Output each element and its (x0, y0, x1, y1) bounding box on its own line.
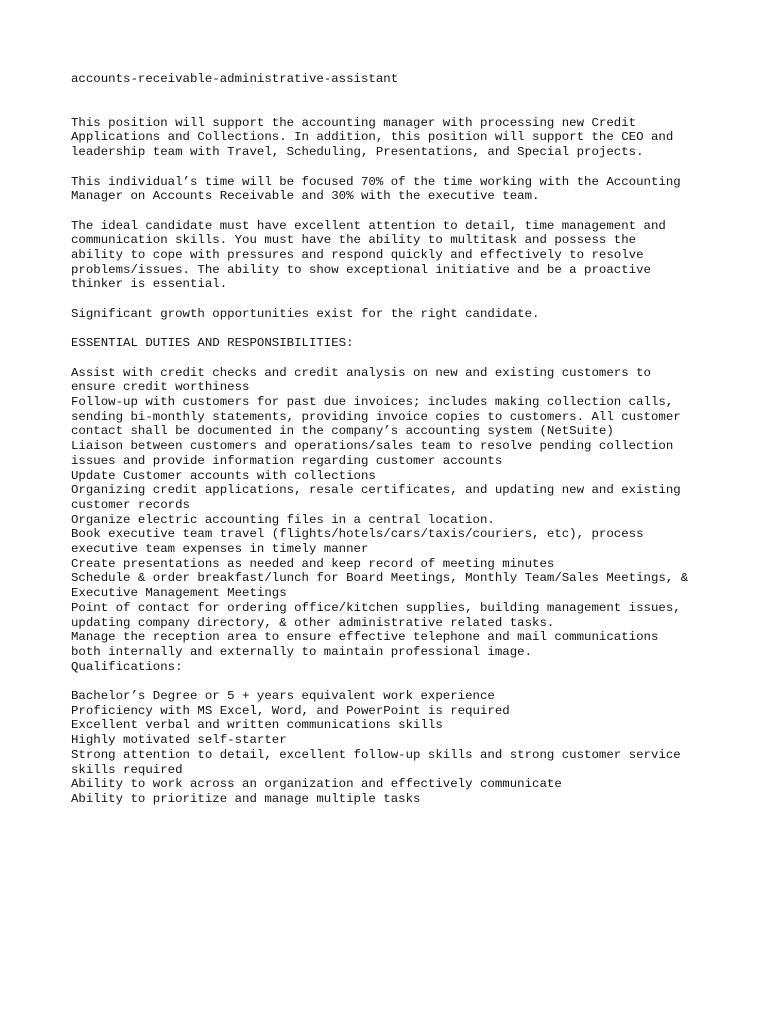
qualification-line: Strong attention to detail, excellent follow-up skills and strong customer service (71, 747, 681, 762)
duty-line: issues and provide information regarding customer accounts (71, 453, 503, 468)
text-line: communication skills. You must have the ability to multitask and possess the (71, 233, 637, 248)
qualification-line: Proficiency with MS Excel, Word, and PowerPoint is required (71, 703, 510, 718)
duty-line: sending bi-monthly statements, providing invoice copies to customers. All customer (71, 409, 681, 424)
spacer (71, 351, 711, 366)
text-line: leadership team with Travel, Scheduling, Presentations, and Special projects. (71, 145, 644, 160)
qualification-line: Ability to work across an organization and effectively communicate (71, 777, 562, 792)
duty-line: contact shall be documented in the company’s accounting system (NetSuite) (71, 424, 614, 439)
spacer (71, 160, 711, 175)
qualification-line: Bachelor’s Degree or 5 + years equivalent work experience (71, 689, 495, 704)
duty-line: updating company directory, & other administrative related tasks. (71, 615, 555, 630)
duty-line: Manage the reception area to ensure effective telephone and mail communications (71, 630, 659, 645)
spacer (71, 674, 711, 689)
text-line: This position will support the accounting manager with processing new Credit (71, 115, 637, 130)
duty-line: executive team expenses in timely manner (71, 542, 369, 557)
intro-paragraph-4 (71, 307, 711, 322)
text-line: This individual’s time will be focused 70% of the time working with the Accounting (71, 174, 681, 189)
text-line: problems/issues. The ability to show exceptional initiative and be a proactive (71, 262, 651, 277)
duty-line: Schedule & order breakfast/lunch for Board Meetings, Monthly Team/Sales Meetings, & (71, 571, 689, 586)
duty-line: Create presentations as needed and keep record of meeting minutes (71, 556, 555, 571)
duties-heading: ESSENTIAL DUTIES AND RESPONSIBILITIES: (71, 336, 354, 351)
text-line: thinker is essential. (71, 277, 228, 292)
spacer (71, 322, 711, 337)
duty-line: ensure credit worthiness (71, 380, 250, 395)
duty-line: customer records (71, 497, 190, 512)
spacer (71, 87, 711, 116)
intro-paragraph-3 (71, 219, 711, 293)
qualifications-list (71, 689, 711, 807)
duty-line: Update Customer accounts with collections (71, 468, 376, 483)
text-line: The ideal candidate must have excellent attention to detail, time management and (71, 218, 666, 233)
duty-line: Follow-up with customers for past due invoices; includes making collection calls, (71, 394, 674, 409)
duty-line: Organizing credit applications, resale certificates, and updating new and existing (71, 483, 681, 498)
qualification-line: Excellent verbal and written communications skills (71, 718, 443, 733)
duty-line: Executive Management Meetings (71, 586, 287, 601)
text-line: Applications and Collections. In addition, this position will support the CEO and (71, 130, 674, 145)
duty-line: Organize electric accounting files in a central location. (71, 512, 495, 527)
duty-line: Book executive team travel (flights/hotels/cars/taxis/couriers, etc), process (71, 527, 644, 542)
qualification-line: skills required (71, 762, 183, 777)
duties-list (71, 366, 711, 660)
spacer (71, 292, 711, 307)
duty-line: both internally and externally to maintain professional image. (71, 644, 533, 659)
text-line: Significant growth opportunities exist for the right candidate. (71, 306, 540, 321)
intro-paragraph-1 (71, 116, 711, 160)
document-page (71, 72, 711, 807)
qualifications-heading: Qualifications: (71, 659, 183, 674)
qualification-line: Highly motivated self-starter (71, 733, 287, 748)
duty-line: Liaison between customers and operations/sales team to resolve pending collection (71, 439, 674, 454)
spacer (71, 204, 711, 219)
intro-paragraph-2 (71, 175, 711, 204)
text-line: Manager on Accounts Receivable and 30% with the executive team. (71, 189, 540, 204)
duty-line: Assist with credit checks and credit analysis on new and existing customers to (71, 365, 651, 380)
document-title: accounts-receivable-administrative-assistant (71, 72, 399, 86)
qualification-line: Ability to prioritize and manage multiple tasks (71, 791, 421, 806)
text-line: ability to cope with pressures and respond quickly and effectively to resolve (71, 248, 644, 262)
duty-line: Point of contact for ordering office/kitchen supplies, building management issues, (71, 600, 681, 615)
